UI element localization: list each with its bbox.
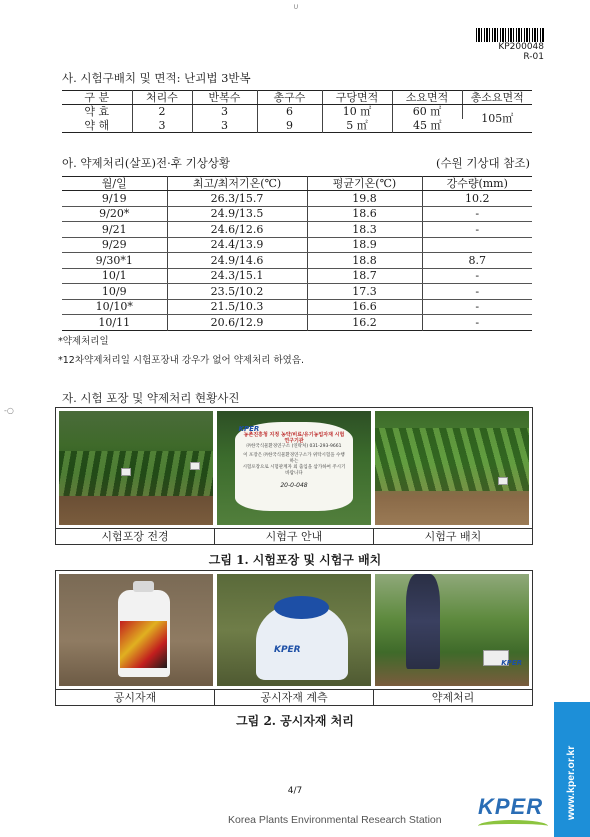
col-header: 총소요면적 [462, 91, 532, 105]
cell: 24.6/12.6 [167, 222, 307, 238]
col-header: 최고/최저기온(℃) [167, 177, 307, 191]
table-row [62, 105, 532, 119]
plot-layout-table [62, 90, 532, 133]
revision: R-01 [523, 52, 544, 62]
barcode [476, 28, 544, 42]
col-header: 강수량(mm) [422, 177, 532, 191]
cell: - [422, 206, 532, 222]
cell: 9/29 [62, 237, 167, 253]
table-header-row [62, 177, 532, 191]
cell: 9/19 [62, 191, 167, 207]
cell: 10.2 [422, 191, 532, 207]
section-sa-title: 사. 시험구배치 및 면적: 난괴법 3반복 [62, 71, 251, 85]
section-a-title: 아. 약제처리(살포)전·후 기상상황 [62, 156, 231, 170]
cell: 20.6/12.9 [167, 315, 307, 331]
col-header: 평균기온(℃) [307, 177, 422, 191]
cell: 10/9 [62, 284, 167, 300]
footnote-treatment-day: *약제처리일 [58, 336, 109, 347]
pesticide-bottle [118, 581, 170, 677]
figure1-title: 그림 1. 시험포장 및 시험구 배치 [208, 553, 382, 567]
cell: 17.3 [307, 284, 422, 300]
cell: - [422, 222, 532, 238]
table-row [62, 315, 532, 331]
cell: 18.7 [307, 268, 422, 284]
figure2-caption: 공시자재 [56, 690, 215, 705]
col-header: 처리수 [132, 91, 192, 105]
plot-notice-photo [217, 411, 371, 525]
cell: 19.8 [307, 191, 422, 207]
cell: 26.3/15.7 [167, 191, 307, 207]
cell: 10/1 [62, 268, 167, 284]
sprayer-tank [256, 602, 348, 680]
cell: 2 [132, 105, 192, 119]
figure2-title: 그림 2. 공시자재 처리 [236, 714, 354, 728]
cell: 약 효 [62, 105, 132, 119]
col-header: 반복수 [192, 91, 257, 105]
cell: 24.9/14.6 [167, 253, 307, 269]
table-row [62, 284, 532, 300]
col-header: 총구수 [257, 91, 322, 105]
table-row [62, 191, 532, 207]
weather-source-note: (수원 기상대 참조) [435, 156, 530, 170]
cell: 10/11 [62, 315, 167, 331]
col-header: 소요면적 [392, 91, 462, 105]
cell: 60 ㎡ [392, 105, 462, 119]
table-row [62, 268, 532, 284]
cell: 약 해 [62, 119, 132, 133]
col-header: 구 분 [62, 91, 132, 105]
weather-table [62, 176, 532, 331]
website-url: www.kper.or.kr [565, 745, 577, 820]
test-material-photo [59, 574, 213, 686]
sprayer-logo: KPER [273, 645, 301, 656]
document-id-block [474, 28, 544, 62]
cell: 9 [257, 119, 322, 133]
table-row [62, 253, 532, 269]
cell: - [475, 315, 480, 329]
cell: 18.3 [307, 222, 422, 238]
cell: 18.6 [307, 206, 422, 222]
cell: 24.4/13.9 [167, 237, 307, 253]
cell: 45 ㎡ [413, 118, 442, 132]
material-measurement-photo [217, 574, 371, 686]
cell: 24.9/13.5 [167, 206, 307, 222]
figure1-caption: 시험구 안내 [215, 529, 374, 544]
figure2-caption: 공시자재 계측 [215, 690, 374, 705]
plot-arrangement-photo [375, 411, 529, 525]
plot-notice-sign [235, 422, 352, 511]
kper-logo-small: KPER [501, 659, 522, 668]
figure1-caption: 시험포장 전경 [56, 529, 215, 544]
spraying-photo [375, 574, 529, 686]
table-row [62, 299, 532, 315]
kper-logo-small: KPER [238, 424, 260, 433]
col-header: 구당면적 [322, 91, 392, 105]
cell: 3 [192, 105, 257, 119]
punch-mark-top: ∪ [293, 2, 299, 11]
cell: 3 [132, 119, 192, 133]
cell [422, 237, 532, 253]
cell: 23.5/10.2 [167, 284, 307, 300]
figure1-caption: 시험구 배치 [424, 530, 482, 543]
table-row [62, 222, 532, 238]
cell: 9/21 [62, 222, 167, 238]
cell: 6 [257, 105, 322, 119]
table-row [62, 206, 532, 222]
kper-logo-swoosh [478, 820, 548, 832]
field-overview-photo [59, 411, 213, 525]
cell: 16.6 [307, 299, 422, 315]
cell: 18.9 [307, 237, 422, 253]
cell: 21.5/10.3 [167, 299, 307, 315]
footnote-second-treatment: *12차약제처리일 시험포장내 강우가 없어 약제처리 하였음. [58, 355, 305, 366]
page-number: 4/7 [287, 786, 303, 796]
cell: 9/30*1 [62, 253, 167, 269]
table-header-row [62, 91, 532, 105]
doc-id: KP200048 [498, 42, 544, 52]
cell: 10/10* [62, 299, 167, 315]
cell: 16.2 [307, 315, 422, 331]
figure2-panel [55, 570, 533, 706]
col-header: 월/일 [62, 177, 167, 191]
cell: 5 ㎡ [322, 119, 392, 133]
sprayer-person [406, 574, 440, 669]
cell: 3 [192, 119, 257, 133]
weather-table-body [62, 191, 532, 331]
kper-logo: KPER [478, 794, 544, 819]
cell: 24.3/15.1 [167, 268, 307, 284]
table-row [62, 119, 532, 133]
cell: 10 ㎡ [322, 105, 392, 119]
notice-line: 시험포장으로 시험관계자 외 출입을 삼가하여 주시기 바랍니다 [242, 465, 346, 477]
figure2-caption: 약제처리 [431, 691, 475, 704]
table-row [62, 237, 532, 253]
notice-handwritten: 20-0-048 [280, 482, 308, 490]
website-side-tab [554, 702, 590, 837]
cell: 8.7 [422, 253, 532, 269]
notice-title: 농촌진흥청 지정 농약/비료/유기농업자재 시험연구기관 [243, 432, 345, 445]
cell: 18.8 [307, 253, 422, 269]
notice-line: ㈜한국식물환경연구소 (연락처) 031-293-9661 [246, 444, 342, 450]
notice-line: 이 포장은 ㈜한국식물환경연구소가 위탁시험을 수행하는 [243, 453, 345, 465]
total-area-cell: 105㎡ [481, 112, 514, 125]
section-ja-title: 자. 시험 포장 및 약제처리 현황사진 [62, 391, 240, 405]
cell: 9/20* [62, 206, 167, 222]
figure1-panel [55, 407, 533, 545]
punch-mark-left: -○ [4, 406, 14, 415]
footer-org-name: Korea Plants Environmental Research Station [228, 814, 442, 826]
cell: - [422, 268, 532, 284]
cell: - [422, 299, 532, 315]
cell: - [422, 284, 532, 300]
